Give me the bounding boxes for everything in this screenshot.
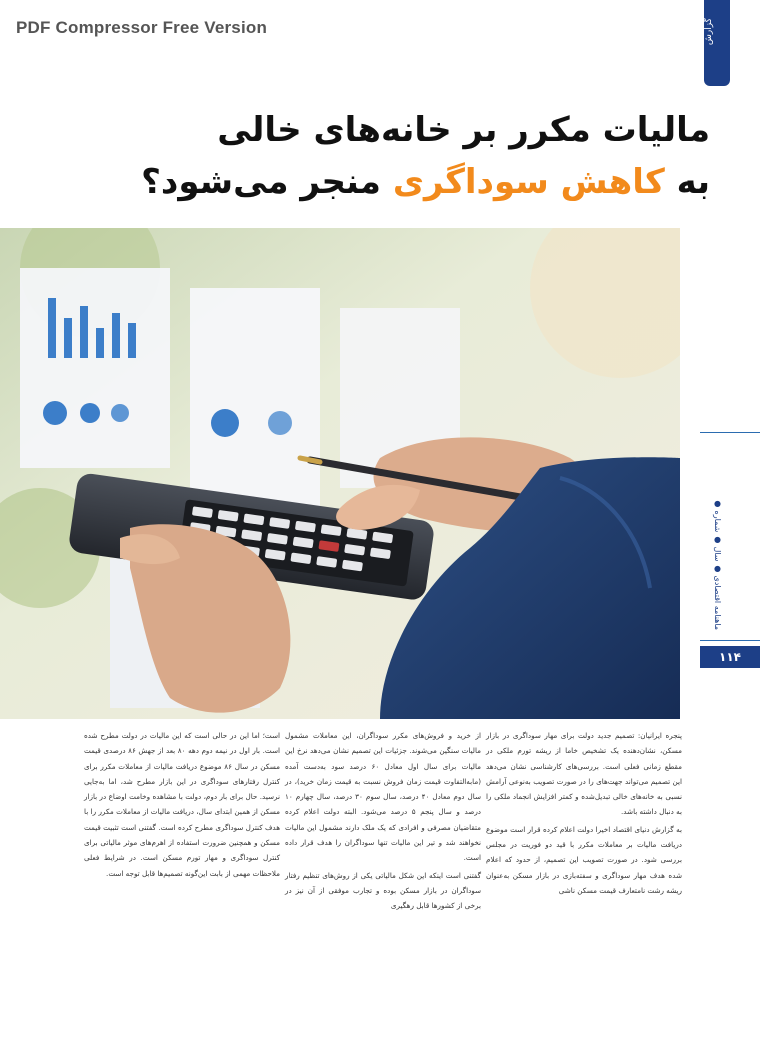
section-tab [704,0,730,86]
headline-line-2 [141,162,710,202]
article-column-2 [285,728,481,916]
article-column-1 [486,728,682,900]
article-column-3 [84,728,280,883]
paragraph: گفتنی است اینکه این شکل مالیاتی یکی از روش‌های تنظیم رفتار سوداگران در بازار مسکن بوده و تجارب موفقی از آن نیز در برخی از کشورها قابل رهگیری [285,870,481,911]
sidebar-magazine-info: ماهنامه اقتصادی ● سال ● شماره ● [713,498,722,630]
paragraph: پنجره ایرانیان: تصمیم جدید دولت برای مهار سوداگری در بازار مسکن، نشان‌دهنده یک تشخیص خاما از ریشه تورم ملکی در مقطع زمانی فعلی است. بررسی‌های کارشناسی نشان می‌دهد این تصمیم می‌تواند جهت‌های را در صورت تصویب به‌نوعی آرامش نسبی به خانه‌های خالی تبدیل‌شده و کمتر افزایش انجماد ملکی را به دنبال داشته باشد. [486,731,682,817]
watermark-text: PDF Compressor Free Version [16,18,268,37]
paragraph: از خرید و فروش‌های مکرر سوداگران، این معاملات مشمول مالیات سنگین می‌شوند. جزئیات این تصمیم نشان می‌دهد نرخ این مالیات برای سال اول معادل ۶۰ درصد سود به‌دست آمده (مابه‌التفاوت قیمت زمان فروش نسبت به قیمت زمان خرید)، در سال دوم معادل ۴۰ درصد، سال سوم ۳۰ درصد، سال چهارم ۱۰ درصد و سال پنجم ۵ درصد می‌شود. البته دولت اعلام کرده متقاضیان مصرفی و افرادی که یک ملک دارند مشمول این مالیات نخواهند شد و تیر این مالیات تنها سوداگران را هدف قرار داده است. [285,731,481,863]
calculator-photo [0,228,680,719]
sidebar-rule-bottom [700,640,760,641]
headline-pre: به [664,162,710,202]
section-tab-label: گزارش [704,18,714,46]
headline-highlight: کاهش سوداگری [392,162,665,202]
headline-line-1: مالیات مکرر بر خانه‌های خالی [217,110,710,150]
headline-post: منجر می‌شود؟ [141,162,393,202]
page-number: ۱۱۴ [700,646,760,668]
paragraph: است؛ اما این در حالی است که این مالیات در دولت مطرح شده است. بار اول در نیمه دوم دهه ۸۰ بعد از جهش ۸۶ درصدی قیمت مسکن در سال ۸۶ موضوع دریافت مالیات از معاملات مکرر برای کنترل رفتارهای سوداگری در این بازار مطرح شد، اما به‌جایی نرسید. حال برای بار دوم، دولت با مشاهده وخامت اوضاع در بازار مسکن از همین ابتدای سال، دریافت مالیات از معاملات مکرر را با هدف کنترل سوداگری مطرح کرده است. گفتنی است تثبیت قیمت مسکن و همچنین ضرورت استفاده از اهرم‌های موثر مالیاتی برای کنترل سوداگری و مهار تورم مسکن است. در شرایط فعلی ملاحظات مهمی از بابت این‌گونه تصمیم‌ها قابل توجه است. [84,731,280,878]
paragraph: به گزارش دنیای اقتصاد اخیرا دولت اعلام کرده قرار است موضوع دریافت مالیات بر معاملات مکرر با قید دو فوریت در مجلس بررسی شود. در صورت تصویب این تصمیم، از حدود که اعلام شده هدف مهار سوداگری و سفته‌بازی در بازار مسکن به‌عنوان ریشه رشت نامتعارف قیمت مسکن ناشی [486,824,682,895]
